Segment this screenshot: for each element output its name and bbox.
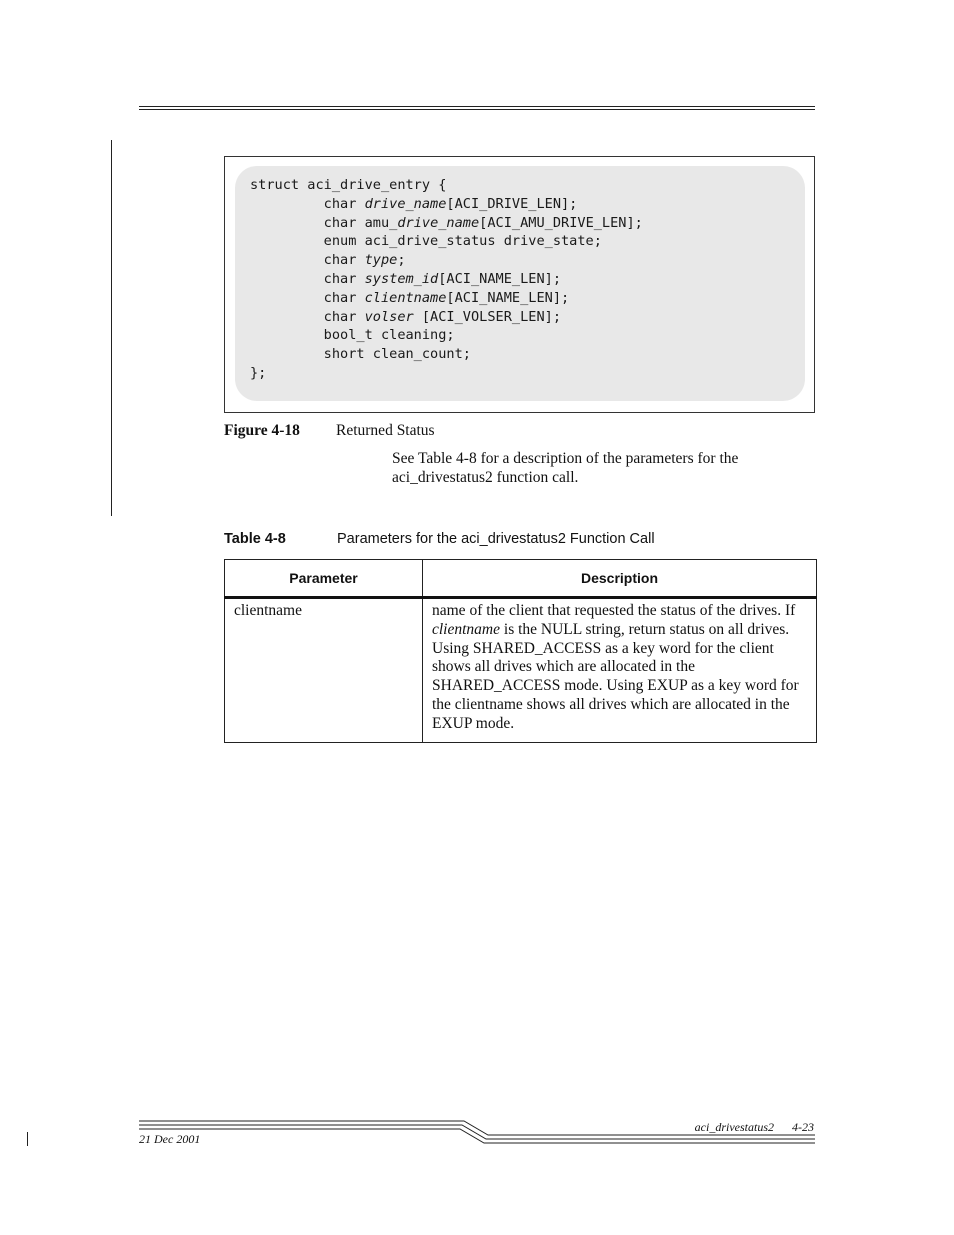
table-row xyxy=(225,598,817,743)
code-line xyxy=(250,177,446,193)
description-text: is the NULL string, return status on all drives. xyxy=(500,620,790,638)
description-paragraph xyxy=(432,602,808,640)
code-line xyxy=(250,346,471,362)
footer-section: aci_drivestatus2 xyxy=(694,1120,774,1134)
code-text: ; xyxy=(397,252,406,269)
code-line xyxy=(250,215,643,231)
code-identifier-italic: volser xyxy=(364,308,414,325)
code-line xyxy=(250,327,455,343)
code-text: [ACI_NAME_LEN]; xyxy=(446,289,570,306)
description-paragraph: Using SHARED_ACCESS as a key word for the client shows all drives which are allocated in the SHARED_ACCESS mode. Using EXUP as a key word for the clientname shows all drives which are allocated in the EXUP mode. xyxy=(432,639,799,732)
code-identifier-italic: type xyxy=(364,252,398,269)
figure-label: Figure 4-18 xyxy=(224,422,300,439)
code-text: [ACI_AMU_DRIVE_LEN]; xyxy=(479,214,643,231)
footer-page-number: 4-23 xyxy=(792,1120,814,1134)
description-cell xyxy=(423,598,817,743)
code-identifier-italic: clientname xyxy=(364,289,447,306)
code-line xyxy=(250,290,569,306)
code-text: struct aci_drive_entry { xyxy=(250,177,447,193)
code-text: char xyxy=(250,252,365,269)
code-text: short clean_count; xyxy=(250,346,471,363)
code-identifier-italic: drive_name xyxy=(364,195,447,212)
column-header-description: Description xyxy=(423,560,817,598)
footer-date: 21 Dec 2001 xyxy=(139,1132,201,1146)
code-text: char xyxy=(250,270,365,287)
code-text: }; xyxy=(250,364,267,381)
code-line xyxy=(250,233,602,249)
code-text: char amu_ xyxy=(250,214,398,231)
description-italic-term: clientname xyxy=(432,620,501,638)
table-title: Parameters for the aci_drivestatus2 Function Call xyxy=(337,531,655,547)
change-bar xyxy=(111,140,112,516)
parameter-cell: clientname xyxy=(225,598,423,743)
code-line xyxy=(250,271,561,287)
column-header-parameter: Parameter xyxy=(225,560,423,598)
code-text: char xyxy=(250,289,365,306)
table-reference-note: See Table 4-8 for a description of the parameters for the aci_drivestatus2 function call. xyxy=(392,450,739,486)
figure-title: Returned Status xyxy=(336,422,435,439)
footer-running-title xyxy=(695,1120,814,1135)
table-header-row xyxy=(225,560,817,598)
code-text: char xyxy=(250,308,365,325)
description-text: name of the client that requested the status of the drives. If xyxy=(432,602,796,619)
code-line xyxy=(250,252,406,268)
table-label: Table 4-8 xyxy=(224,531,286,547)
code-line xyxy=(250,309,561,325)
code-text: char xyxy=(250,195,365,212)
code-line xyxy=(250,196,577,212)
code-text: [ACI_VOLSER_LEN]; xyxy=(413,308,562,325)
code-text: enum aci_drive_status drive_state; xyxy=(250,233,602,250)
code-block xyxy=(250,176,643,383)
header-rule xyxy=(139,106,815,110)
parameters-table xyxy=(224,559,817,743)
code-identifier-italic: drive_name xyxy=(397,214,480,231)
code-line xyxy=(250,365,266,381)
code-text: bool_t cleaning; xyxy=(250,327,455,344)
code-text: [ACI_NAME_LEN]; xyxy=(438,270,562,287)
code-identifier-italic: system_id xyxy=(364,270,439,287)
code-text: [ACI_DRIVE_LEN]; xyxy=(446,195,578,212)
change-bar xyxy=(27,1132,28,1146)
